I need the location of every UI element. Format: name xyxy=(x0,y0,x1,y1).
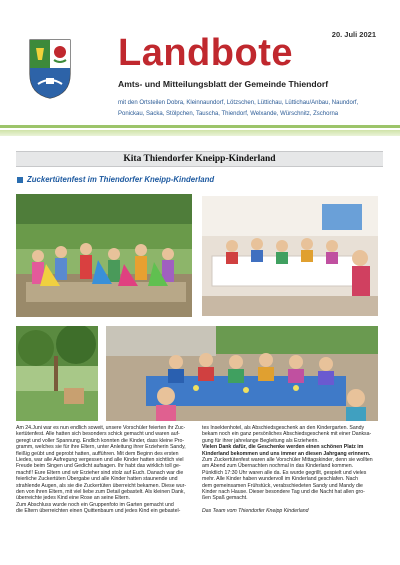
article-column-2 xyxy=(202,425,382,514)
text-line: Am 24.Juni war es nun endlich soweit, unsere Vorschüler feierten ihr Zuc- xyxy=(16,425,186,431)
text-line: feierliche Zuckertüten Übergabe und alle Kinder hatten staunende und xyxy=(16,476,178,483)
photo-children-with-cones xyxy=(16,194,192,317)
text-line: Zum Abschluss wurde noch ein Gruppenfoto im Garten gemacht und xyxy=(16,501,174,508)
text-line: dem gemeinsamen Frühstück, verabschiedeten Sandy und Mandy die xyxy=(202,482,363,489)
municipal-crest xyxy=(28,38,72,100)
text-line: tes Insektenhotel, als Abschiedsgeschenk an den Kindergarten. Sandy xyxy=(202,425,365,431)
bullet-square-icon xyxy=(17,177,23,183)
newspaper-subtitle: Amts- und Mitteilungsblatt der Gemeinde Thiendorf xyxy=(118,79,329,89)
text-line: mehr. Alle Kinder haben wundervoll im Kinderland geschlafen. Nach xyxy=(202,476,359,483)
text-line-bold: Kinderland bekommen und uns immer an diesen Jahrgang erinnern. xyxy=(202,450,371,457)
text-line: gung für ihrer jahrelange Begleitung als Erzieherin. xyxy=(202,437,319,444)
text-line: macht!! Eure Eltern und wir Erzieher sind stolz auf Euch. Danach war die xyxy=(16,469,184,476)
photo-garden-tree xyxy=(16,326,98,421)
text-line: strahlende Augen, als sie die Zuckertüten überreicht bekamen. Diese wur- xyxy=(16,482,187,489)
district-list xyxy=(118,98,380,120)
photo-children-at-tables xyxy=(202,196,378,316)
text-line: bekam noch ein ganz persönliches Abschiedsgeschenk mit einer Danksa- xyxy=(202,431,372,438)
text-line: am Abend zum Übernachten nochmal in das Kinderland kommen. xyxy=(202,463,354,470)
text-line: die Eltern überreichten einen Quittenbaum und jedes Kind ein gebastel- xyxy=(16,508,181,515)
photo-children-at-garden-table xyxy=(106,326,378,421)
text-line: den von ihren Eltern, mit viel liebe zum Detail gebastelt. Als kleinen Dank, xyxy=(16,489,185,496)
section-heading: Kita Thiendorfer Kneipp-Kinderland xyxy=(16,151,383,167)
text-line: Kinder nach Hause. Dieser besondere Tag und die Nacht hat allen gro- xyxy=(202,489,365,496)
text-line: Pünktlich 17:30 Uhr waren alle da. Es wurde gegrillt, gespielt und vieles xyxy=(202,469,367,476)
text-line: fleißig geübt und geprobt hatten, aufführen. Mit dem Beginn des ersten xyxy=(16,450,179,457)
text-line: ßen Spaß gemacht. xyxy=(202,495,248,502)
text-line: Freude beim Singen und Gedicht aufsagen. Ihr habt das wirklich toll ge- xyxy=(16,463,181,470)
header-divider xyxy=(0,125,400,128)
text-line: Zum Zuckertütenfest waren alle Vorschüler Mittagskinder, denn sie wollten xyxy=(202,457,373,464)
issue-date: 20. Juli 2021 xyxy=(331,30,376,39)
district-list-line: Ponickau, Sacka, Stölpchen, Tauscha, Thiendorf, Welxande, Würschnitz, Zschorna xyxy=(118,111,339,117)
text-line: überreichte jedes Kind eine Rose an seine Eltern. xyxy=(16,495,130,502)
district-list-line: mit den Ortsteilen Dobra, Kleinnaundorf, Lötzschen, Lüttichau, Lüttichau/Anbau, Naundorf, xyxy=(118,100,359,106)
article-title: Zuckertütenfest im Thiendorfer Kneipp-Kinderland xyxy=(27,175,215,184)
newspaper-title: Landbote xyxy=(118,32,293,74)
article-credit: Das Team vom Thiendorfer Kneipp Kinderland xyxy=(202,507,309,514)
text-line: kertütenfest. Alle hatten sich besonders schick gemacht und waren auf- xyxy=(16,431,180,438)
text-line: geregt und voller Spannung. Endlich konnten die Kinder, dass kleine Pro- xyxy=(16,437,185,444)
article-column-1 xyxy=(16,425,198,515)
text-line: Liedes, war alle Aufregung vergessen und alle Kinder hatten sichtlich viel xyxy=(16,457,184,464)
text-line-bold: Vielen Dank dafür, die Geschenke werden einen schönen Platz im xyxy=(202,444,364,451)
text-line: gramm, welches sie für ihre Eltern, unter Anleitung ihrer Erzieherin Sandy, xyxy=(16,444,186,451)
header-divider-gradient xyxy=(0,130,400,136)
